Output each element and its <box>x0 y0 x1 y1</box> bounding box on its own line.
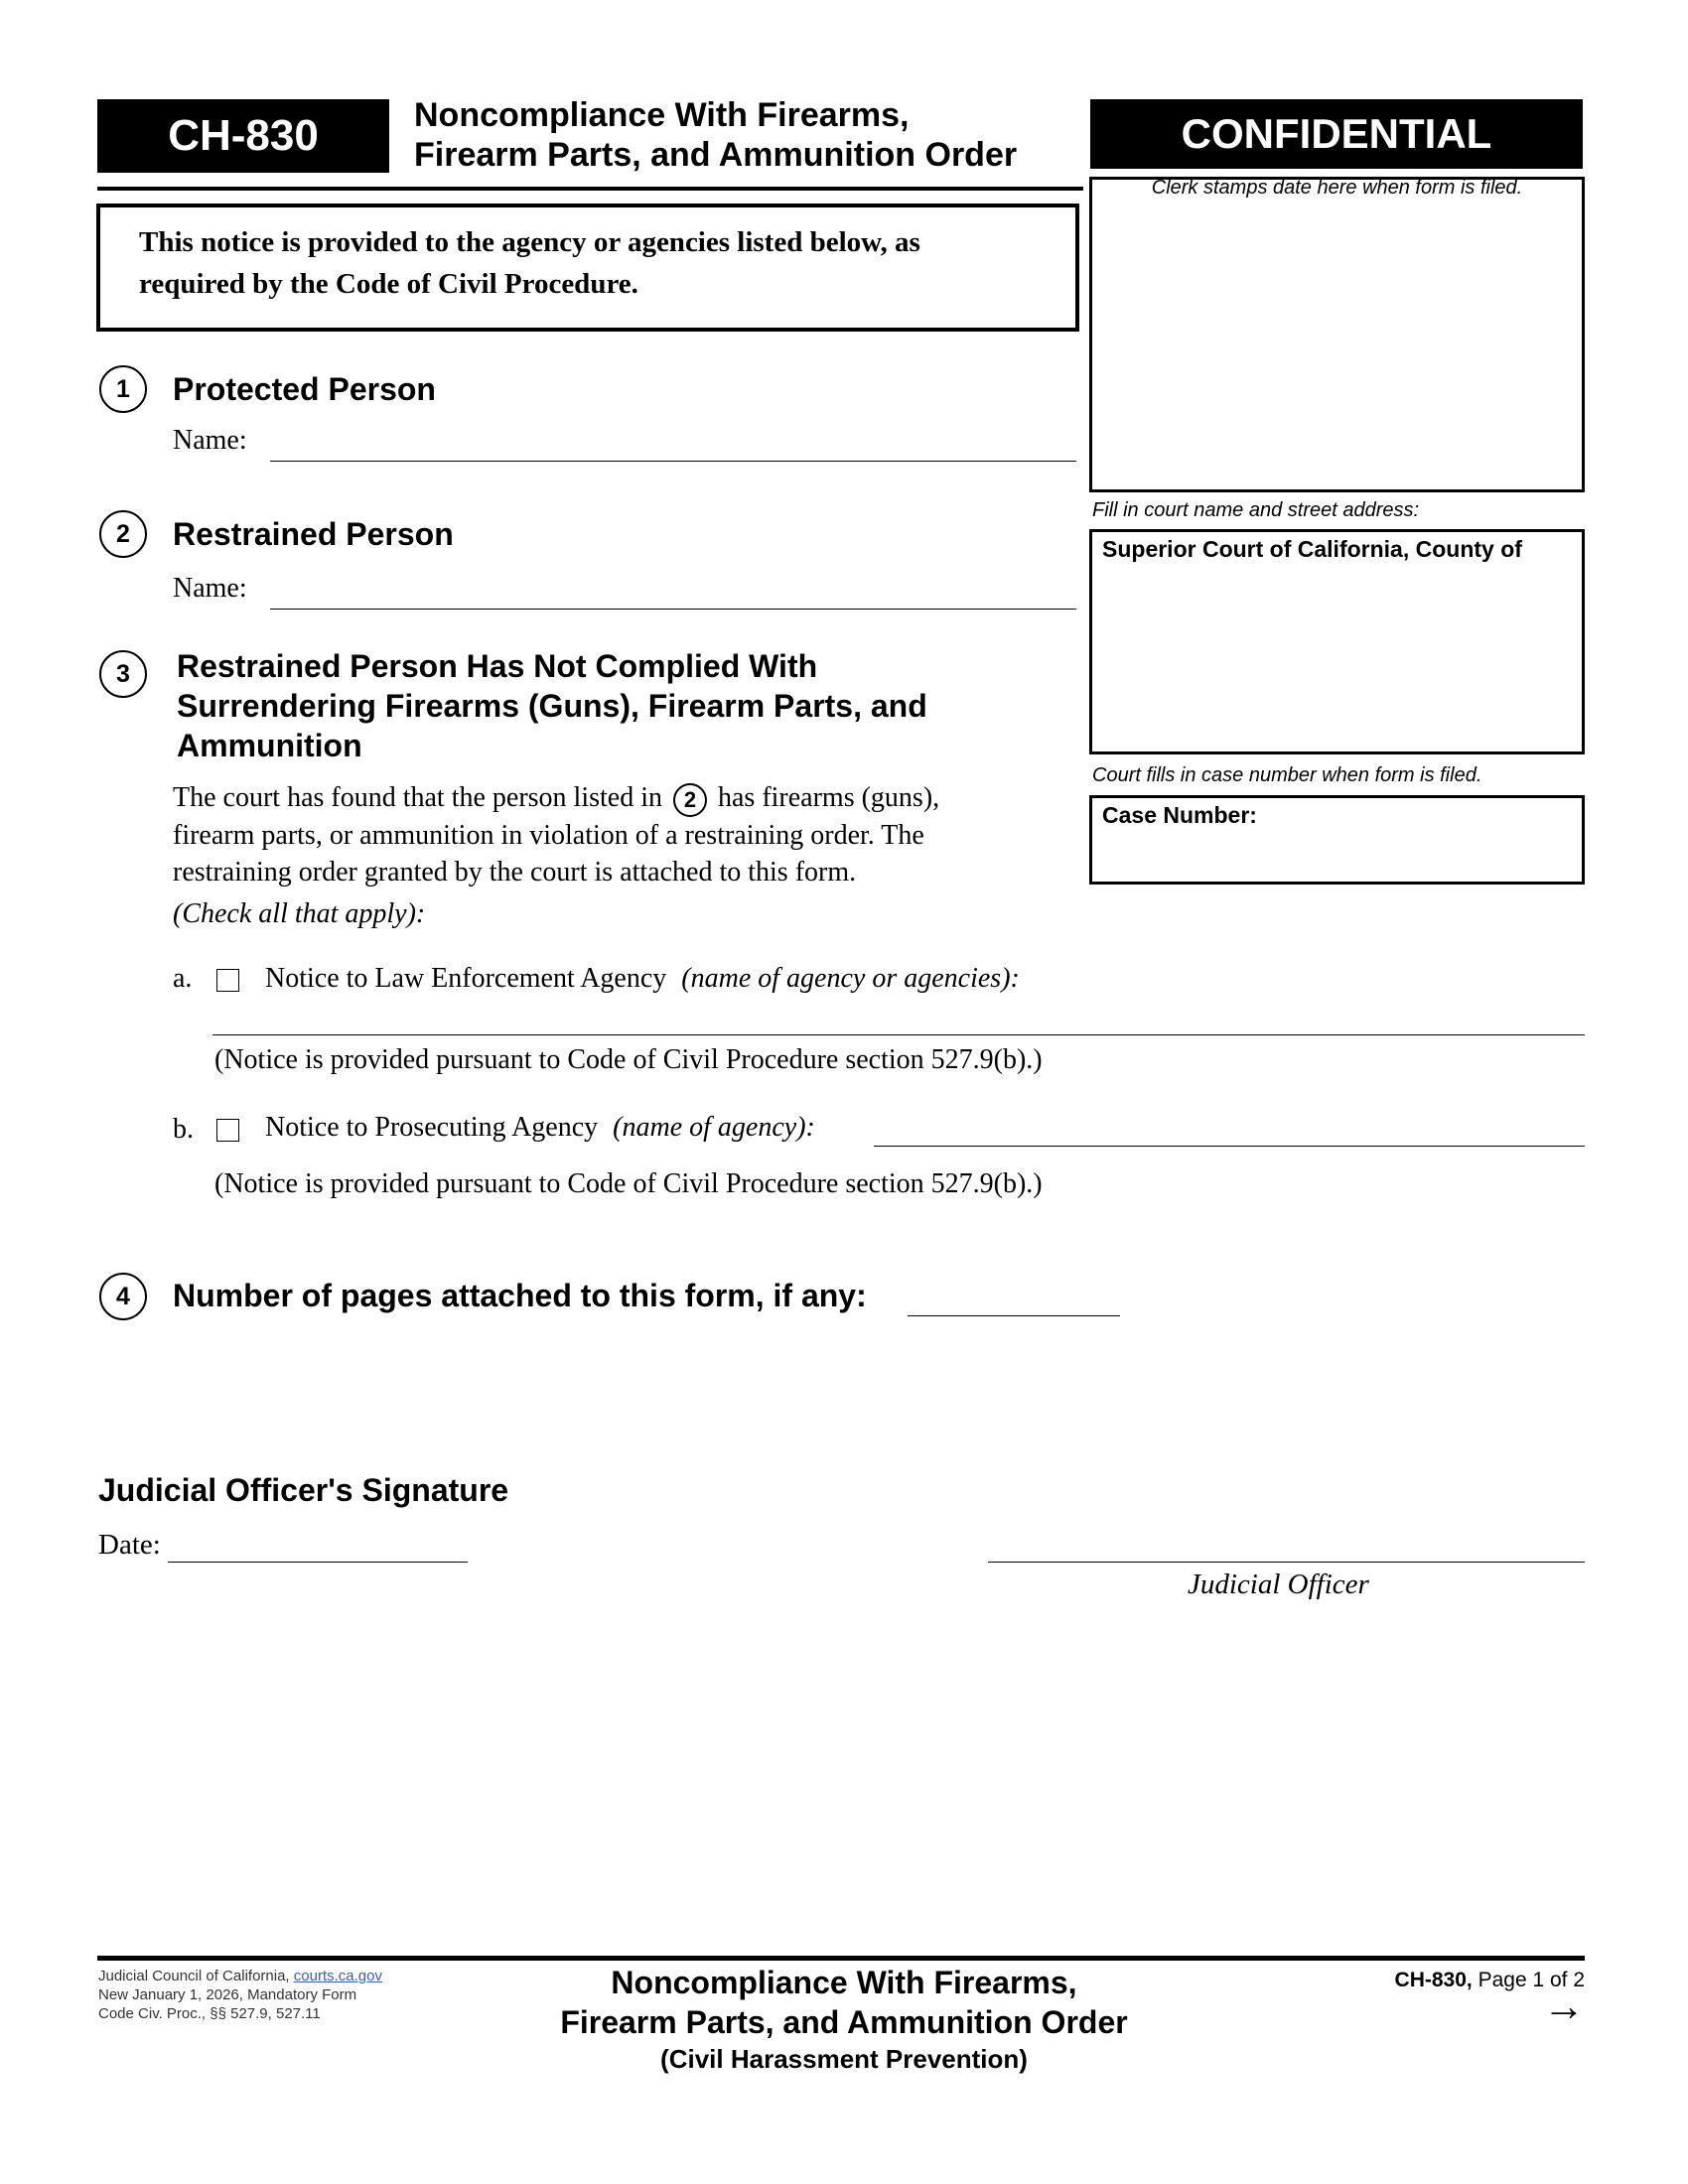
court-caption: Fill in court name and street address: <box>1092 499 1420 521</box>
prosecuting-agency-text <box>265 1112 815 1144</box>
footer-title <box>496 1963 1192 2076</box>
clerk-stamp-box <box>1089 177 1585 492</box>
item-b-letter: b. <box>173 1114 194 1145</box>
judicial-officer-label: Judicial Officer <box>1188 1569 1369 1600</box>
protected-person-name-label: Name: <box>173 425 247 456</box>
item-reference-2: 2 <box>673 783 707 817</box>
footer-code-citation: Code Civ. Proc., §§ 527.9, 527.11 <box>98 2005 321 2022</box>
prosecuting-agency-hint: (name of agency): <box>613 1112 815 1143</box>
body-line1-end: has firearms (guns), <box>718 782 940 813</box>
clerk-stamp-caption: Clerk stamps date here when form is filed. <box>1151 177 1523 199</box>
header-rule <box>97 187 1083 191</box>
judicial-officer-signature-line[interactable] <box>988 1562 1585 1563</box>
form-title-line2: Firearm Parts, and Ammunition Order <box>414 136 1018 174</box>
confidential-banner <box>1090 99 1583 169</box>
law-enforcement-checkbox[interactable] <box>216 969 239 992</box>
footer-title-line3: (Civil Harassment Prevention) <box>660 2044 1028 2074</box>
restrained-person-name-label: Name: <box>173 573 247 604</box>
noncompliance-heading <box>177 646 927 765</box>
footer-title-line1: Noncompliance With Firearms, <box>611 1965 1077 2000</box>
footer-publisher-text: Judicial Council of California, <box>98 1968 294 1984</box>
noncompliance-body-line3: restraining order granted by the court is attached to this form. <box>173 856 857 887</box>
law-enforcement-label: Notice to Law Enforcement Agency <box>265 963 667 994</box>
prosecuting-agency-note: (Notice is provided pursuant to Code of Civil Procedure section 527.9(b).) <box>214 1168 1043 1199</box>
footer-form-id: CH-830, <box>1394 1969 1473 1991</box>
footer-left <box>98 1967 382 2023</box>
date-field[interactable] <box>168 1562 468 1563</box>
form-title <box>414 95 1017 175</box>
notice-text <box>139 221 920 305</box>
footer-title-line2: Firearm Parts, and Ammunition Order <box>560 2004 1128 2040</box>
signature-heading: Judicial Officer's Signature <box>98 1472 509 1508</box>
noncompliance-body <box>173 779 939 890</box>
protected-person-heading: Protected Person <box>173 371 436 407</box>
attached-pages-field[interactable] <box>908 1315 1120 1316</box>
item-a-letter: a. <box>173 963 193 994</box>
law-enforcement-hint: (name of agency or agencies): <box>681 963 1020 994</box>
court-name-box[interactable] <box>1089 529 1585 754</box>
body-line1-start: The court has found that the person listed in <box>173 782 662 813</box>
notice-line2: required by the Code of Civil Procedure. <box>139 268 638 300</box>
law-enforcement-text <box>265 963 1020 995</box>
item-number-4: 4 <box>99 1273 147 1320</box>
form-id: CH-830 <box>168 111 319 160</box>
prosecuting-agency-checkbox[interactable] <box>216 1119 239 1142</box>
confidential-label: CONFIDENTIAL <box>1181 110 1492 157</box>
check-all-instruction: (Check all that apply): <box>173 898 426 929</box>
noncompliance-heading-line2: Surrendering Firearms (Guns), Firearm Parts, and <box>177 688 927 724</box>
noncompliance-body-line2: firearm parts, or ammunition in violation of a restraining order. The <box>173 819 924 851</box>
date-label: Date: <box>98 1529 161 1561</box>
item-number-2: 2 <box>99 510 147 558</box>
restrained-person-name-field[interactable] <box>270 609 1076 610</box>
case-number-label: Case Number: <box>1102 802 1257 828</box>
item-number-3: 3 <box>99 650 147 698</box>
form-title-line1: Noncompliance With Firearms, <box>414 96 910 134</box>
footer-rule <box>97 1956 1585 1961</box>
court-name-label: Superior Court of California, County of <box>1102 536 1522 562</box>
restrained-person-heading: Restrained Person <box>173 516 454 552</box>
footer-page-number: Page 1 of 2 <box>1477 1969 1585 1991</box>
protected-person-name-field[interactable] <box>270 461 1076 462</box>
law-enforcement-agency-field[interactable] <box>212 1034 1585 1035</box>
prosecuting-agency-field[interactable] <box>874 1146 1585 1147</box>
courts-link[interactable]: courts.ca.gov <box>293 1968 382 1984</box>
case-number-caption: Court fills in case number when form is filed. <box>1092 764 1482 786</box>
noncompliance-heading-line1: Restrained Person Has Not Complied With <box>177 648 818 684</box>
form-id-block <box>97 99 389 173</box>
noncompliance-heading-line3: Ammunition <box>177 728 362 763</box>
footer-form-status: New January 1, 2026, Mandatory Form <box>98 1986 357 2003</box>
prosecuting-agency-label: Notice to Prosecuting Agency <box>265 1112 599 1143</box>
footer-publisher <box>98 1967 382 1985</box>
item-number-1: 1 <box>99 365 147 413</box>
noncompliance-body-line1 <box>173 779 939 817</box>
law-enforcement-note: (Notice is provided pursuant to Code of Civil Procedure section 527.9(b).) <box>214 1044 1043 1075</box>
attached-pages-label: Number of pages attached to this form, if any: <box>173 1278 867 1313</box>
next-page-arrow-icon[interactable]: → <box>1543 1982 1585 2029</box>
notice-line1: This notice is provided to the agency or agencies listed below, as <box>139 226 920 258</box>
